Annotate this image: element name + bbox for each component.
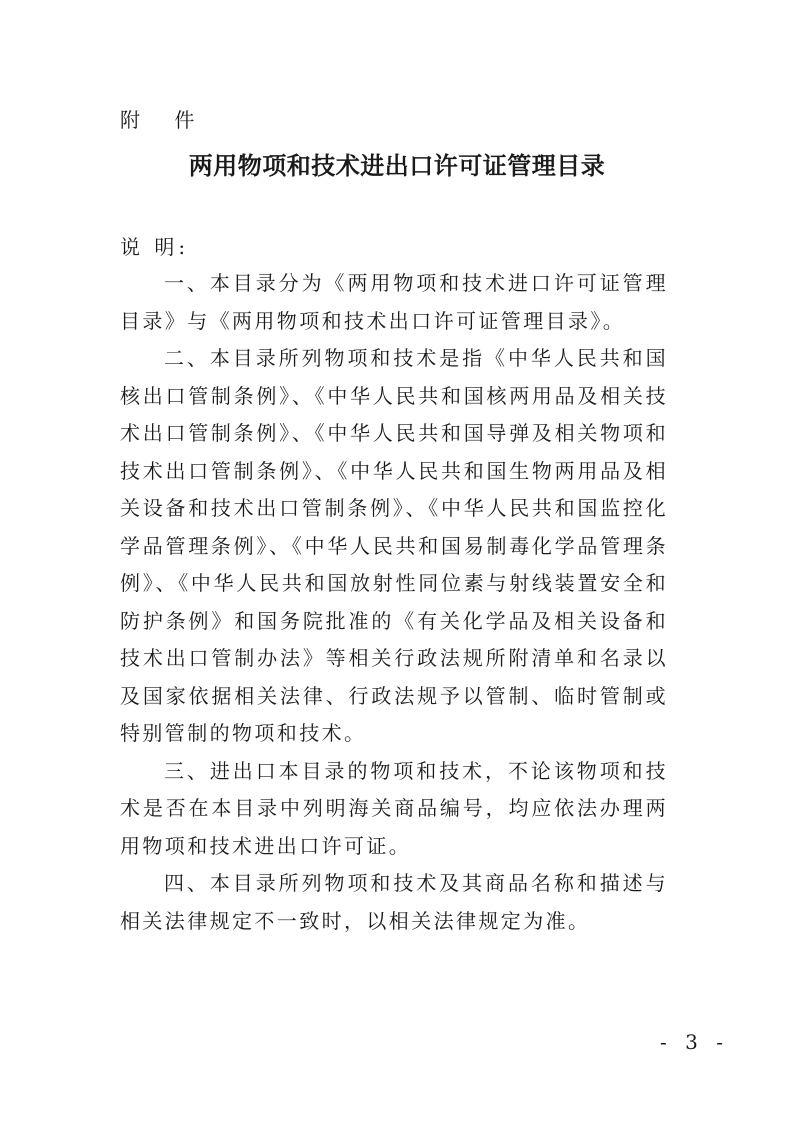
notes-body [120, 265, 668, 940]
attachment-label: 附 件 [120, 108, 209, 132]
note-paragraph-3: 三、进出口本目录的物项和技术，不论该物项和技术是否在本目录中列明海关商品编号，均应依法办理两用物项和技术进出口许可证。 [120, 758, 668, 858]
note-paragraph-4: 四、本目录所列物项和技术及其商品名称和描述与相关法律规定不一致时，以相关法律规定为准。 [120, 871, 668, 933]
note-paragraph-2: 二、本目录所列物项和技术是指《中华人民共和国核出口管制条例》、《中华人民共和国核两用品及相关技术出口管制条例》、《中华人民共和国导弹及相关物项和技术出口管制条例》、《中华人民共和国生物两用品及相关设备和技术出口管制条例》、《中华人民共和国监控化学品管理条例》、《中华人民共和国易制毒化学品管理条例》、《中华人民共和国放射性同位素与射线装置安全和防护条例》和国务院批准的《有关化学品及相关设备和技术出口管制办法》等相关行政法规所附清单和名录以及国家依据相关法律、行政法规予以管制、临时管制或特别管制的物项和技术。 [120, 346, 668, 745]
document-title: 两用物项和技术进出口许可证管理目录 [188, 152, 606, 180]
note-paragraph-1: 一、本目录分为《两用物项和技术进口许可证管理目录》与《两用物项和技术出口许可证管理目录》。 [120, 271, 668, 333]
page-number: - 3 - [660, 1030, 729, 1054]
notes-heading: 说 明: [120, 235, 190, 259]
